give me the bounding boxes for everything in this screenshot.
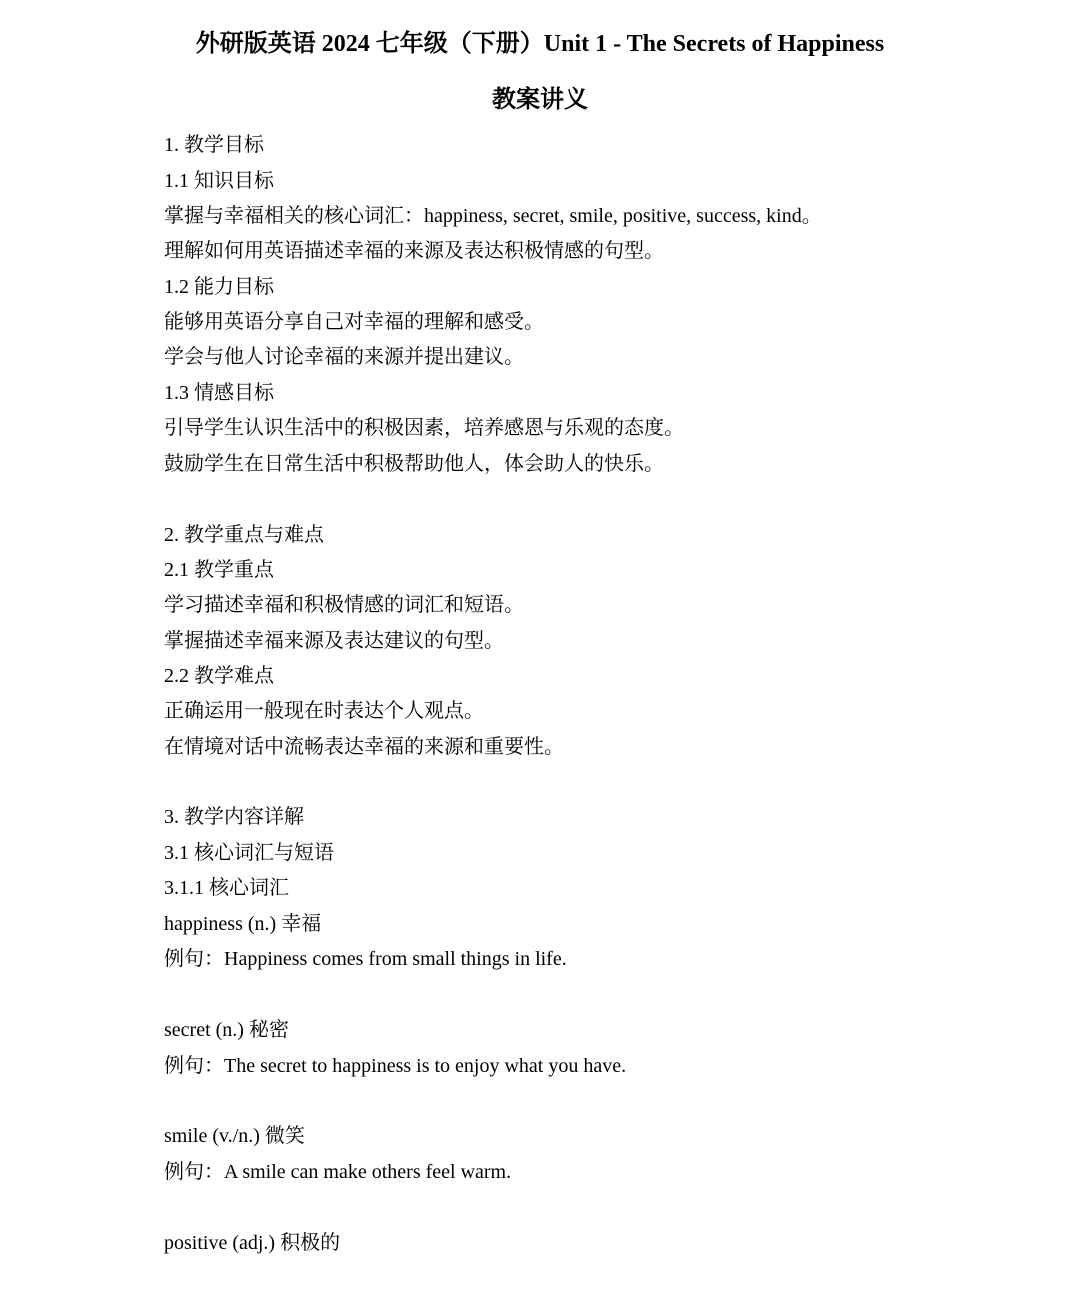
- text-line: 在情境对话中流畅表达幸福的来源和重要性。: [164, 736, 564, 758]
- subsection-heading: 2.2 教学难点: [164, 665, 274, 687]
- subsection-heading: 1.3 情感目标: [164, 382, 274, 404]
- section-heading: 1. 教学目标: [164, 134, 264, 156]
- example-sentence: 例句：Happiness comes from small things in life.: [164, 948, 567, 970]
- text-line: 能够用英语分享自己对幸福的理解和感受。: [164, 311, 544, 333]
- subsection-heading: 3.1.1 核心词汇: [164, 877, 289, 899]
- text-line: 掌握描述幸福来源及表达建议的句型。: [164, 630, 504, 652]
- subsection-heading: 2.1 教学重点: [164, 559, 274, 581]
- subsection-heading: 3.1 核心词汇与短语: [164, 842, 334, 864]
- text-line: 正确运用一般现在时表达个人观点。: [164, 700, 484, 722]
- example-sentence: 例句：The secret to happiness is to enjoy what you have.: [164, 1055, 627, 1077]
- text-line: 掌握与幸福相关的核心词汇：happiness, secret, smile, positive, success, kind。: [164, 205, 822, 227]
- section-heading: 3. 教学内容详解: [164, 806, 304, 828]
- document-title: 外研版英语 2024 七年级（下册）Unit 1 - The Secrets of Happiness: [195, 31, 885, 57]
- subsection-heading: 1.1 知识目标: [164, 170, 274, 192]
- text-line: 理解如何用英语描述幸福的来源及表达积极情感的句型。: [164, 240, 664, 262]
- vocab-entry: secret (n.) 秘密: [164, 1019, 289, 1041]
- text-line: 鼓励学生在日常生活中积极帮助他人，体会助人的快乐。: [164, 453, 664, 475]
- vocab-entry: positive (adj.) 积极的: [164, 1232, 341, 1254]
- vocab-entry: smile (v./n.) 微笑: [164, 1125, 305, 1147]
- text-line: 引导学生认识生活中的积极因素，培养感恩与乐观的态度。: [164, 417, 684, 439]
- section-heading: 2. 教学重点与难点: [164, 524, 324, 546]
- document-subtitle: 教案讲义: [492, 87, 588, 113]
- text-line: 学习描述幸福和积极情感的词汇和短语。: [164, 594, 524, 616]
- subsection-heading: 1.2 能力目标: [164, 276, 274, 298]
- example-sentence: 例句：A smile can make others feel warm.: [164, 1161, 512, 1183]
- vocab-entry: happiness (n.) 幸福: [164, 913, 322, 935]
- text-line: 学会与他人讨论幸福的来源并提出建议。: [164, 346, 524, 368]
